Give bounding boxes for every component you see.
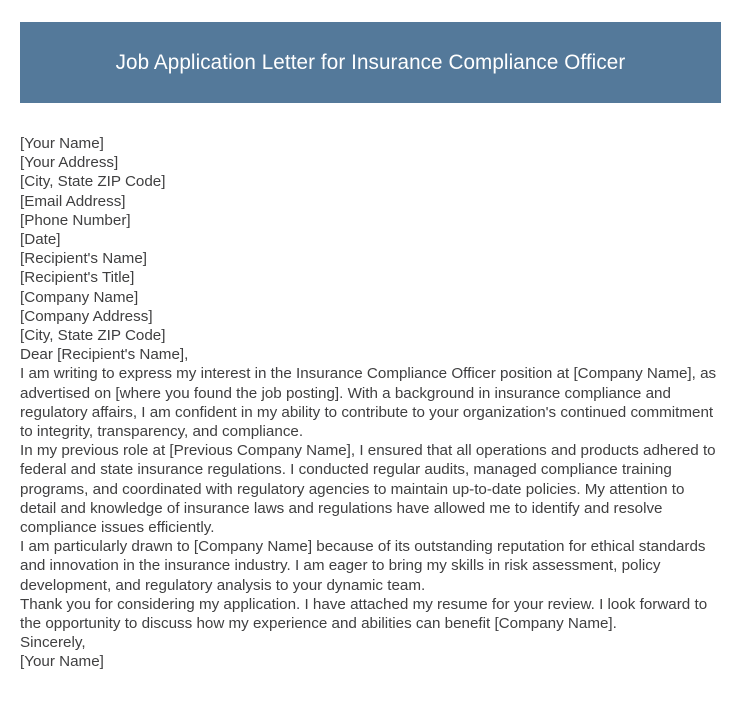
recipient-name: [Recipient's Name] — [20, 250, 147, 268]
sender-email: [Email Address] — [20, 192, 126, 210]
recipient-company-name: [Company Name] — [20, 288, 139, 306]
closing: Sincerely, — [20, 634, 86, 652]
sender-name: [Your Name] — [20, 135, 104, 152]
letter-header-banner — [20, 22, 721, 103]
signature-name: [Your Name] — [20, 653, 104, 671]
sender-city-state-zip: [City, State ZIP Code] — [20, 173, 166, 191]
body-paragraph-3: I am particularly drawn to [Company Name] because of its outstanding reputation for ethical standards and innovation in the insurance industry. I am eager to bring my skills in risk assessment, policy development, and regulatory analysis to your dynamic team. — [20, 538, 706, 594]
recipient-title: [Recipient's Title] — [20, 269, 135, 287]
sender-phone: [Phone Number] — [20, 211, 131, 229]
sender-address: [Your Address] — [20, 154, 119, 172]
salutation: Dear [Recipient's Name], — [20, 346, 189, 364]
letter-body — [20, 134, 721, 672]
body-paragraph-2: In my previous role at [Previous Company Name], I ensured that all operations and products adhered to federal and state insurance regulations. I conducted regular audits, managed compliance training programs, and coordinated with regulatory agencies to maintain up-to-date policies. My attention to detail and knowledge of insurance laws and regulations have allowed me to identify and resolve compliance issues efficiently. — [20, 442, 716, 537]
page-title: Job Application Letter for Insurance Compliance Officer — [115, 49, 626, 74]
body-paragraph-4: Thank you for considering my application. I have attached my resume for your review. I look forward to the opportunity to discuss how my experience and abilities can benefit [Company Name]. — [20, 595, 708, 633]
letter-date: [Date] — [20, 231, 61, 249]
body-paragraph-1: I am writing to express my interest in the Insurance Compliance Officer position at [Company Name], as advertised on [where you found the job posting]. With a background in insurance compliance and regulatory affairs, I am confident in my ability to contribute to your organization's continued commitment to integrity, transparency, and compliance. — [20, 365, 717, 441]
recipient-city-state-zip: [City, State ZIP Code] — [20, 327, 166, 345]
recipient-company-address: [Company Address] — [20, 307, 153, 325]
